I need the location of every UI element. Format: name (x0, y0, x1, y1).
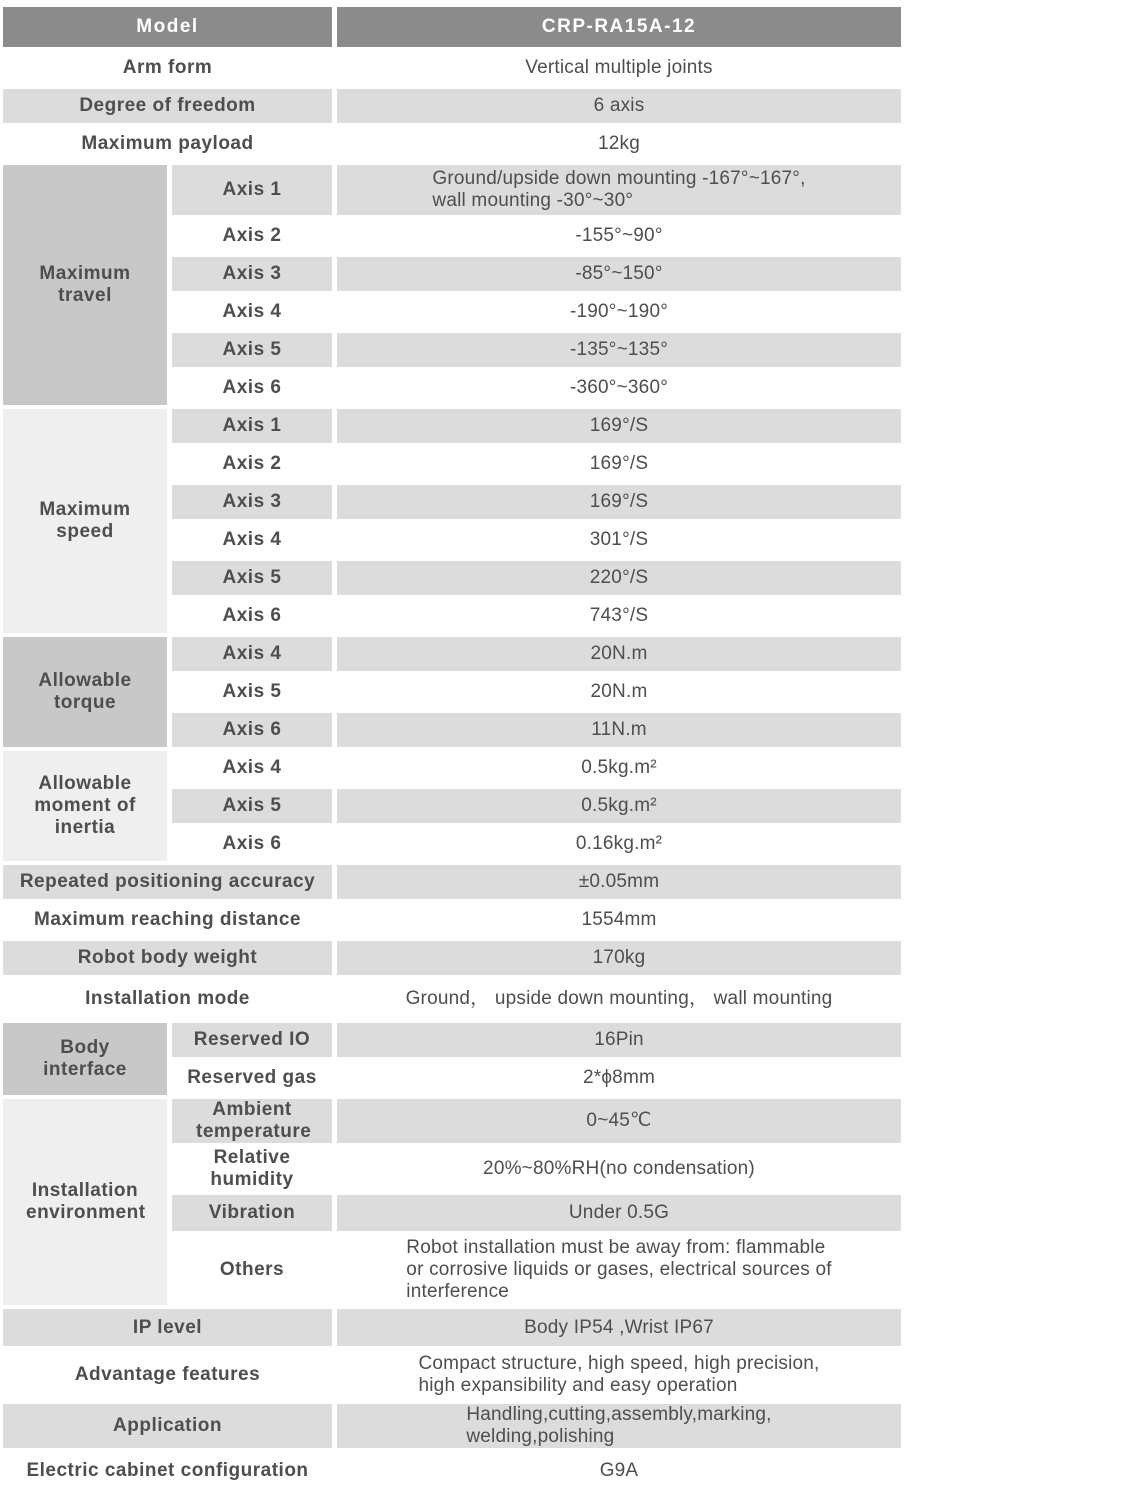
speed-axis3-label: Axis 3 (172, 485, 332, 519)
arm-form-label: Arm form (122, 57, 213, 78)
installation-mode-value: Ground， upside down mounting， wall mounting (405, 988, 833, 1009)
travel-axis1-value-line2: wall mounting -30°~30° (432, 190, 634, 211)
others-value-line3: interference (406, 1281, 510, 1302)
inertia-axis5-label: Axis 5 (172, 789, 332, 823)
others-value-line2: or corrosive liquids or gases, electrical sources of (406, 1259, 832, 1280)
row-inertia-axis4 (3, 751, 901, 785)
allowable-torque-section-label (3, 637, 167, 747)
row-reserved-io (3, 1023, 901, 1057)
cabinet-configuration-value: G9A (599, 1459, 639, 1481)
torque-axis6-label: Axis 6 (172, 713, 332, 747)
speed-axis2-value: 169°/S (589, 453, 649, 474)
vibration-value: Under 0.5G (337, 1195, 901, 1231)
advantage-value-line1: Compact structure, high speed, high precision, (418, 1353, 820, 1374)
speed-axis2-label: Axis 2 (222, 453, 282, 474)
inertia-axis4-label: Axis 4 (222, 757, 282, 778)
others-label: Others (219, 1259, 285, 1280)
others-value (337, 1235, 901, 1305)
travel-axis2-value: -155°~90° (575, 225, 663, 246)
reserved-gas-label: Reserved gas (187, 1067, 317, 1088)
travel-axis3-label: Axis 3 (172, 257, 332, 291)
row-ambient-temperature (3, 1099, 901, 1143)
reserved-gas-value: 2*ϕ8mm (582, 1067, 656, 1088)
application-label: Application (3, 1404, 332, 1448)
vibration-label: Vibration (172, 1195, 332, 1231)
degree-of-freedom-label: Degree of freedom (3, 89, 332, 123)
speed-axis1-value: 169°/S (337, 409, 901, 443)
arm-form-value: Vertical multiple joints (525, 57, 713, 78)
speed-axis3-value: 169°/S (337, 485, 901, 519)
row-travel-axis1 (3, 165, 901, 215)
row-cabinet-configuration (3, 1452, 901, 1489)
cabinet-configuration-label: Electric cabinet configuration (26, 1459, 309, 1481)
maximum-speed-section-label (3, 409, 167, 633)
row-application (3, 1404, 901, 1448)
row-arm-form (3, 51, 901, 85)
travel-axis5-label: Axis 5 (172, 333, 332, 367)
model-value-cell: CRP-RA15A-12 (337, 7, 901, 47)
inertia-axis5-value: 0.5kg.m² (337, 789, 901, 823)
travel-axis4-value: -190°~190° (569, 301, 669, 322)
inertia-axis6-value: 0.16kg.m² (575, 833, 663, 854)
travel-axis3-value: -85°~150° (337, 257, 901, 291)
row-reaching-distance (3, 903, 901, 937)
relative-humidity-label-text: Relative humidity (210, 1147, 294, 1190)
torque-axis5-value: 20N.m (590, 681, 648, 702)
speed-axis4-value: 301°/S (589, 529, 649, 550)
allowable-inertia-section-label (3, 751, 167, 861)
application-value (337, 1404, 901, 1448)
row-installation-mode (3, 979, 901, 1019)
row-torque-axis4 (3, 637, 901, 671)
travel-axis1-value-line1: Ground/upside down mounting -167°~167°, (432, 168, 806, 189)
body-interface-section-label (3, 1023, 167, 1095)
speed-axis5-value: 220°/S (337, 561, 901, 595)
model-header-cell: Model (3, 7, 332, 47)
inertia-axis4-value: 0.5kg.m² (581, 757, 657, 778)
ambient-temperature-label-text: Ambient temperature (196, 1099, 312, 1142)
row-advantage-features (3, 1350, 901, 1400)
degree-of-freedom-value: 6 axis (337, 89, 901, 123)
speed-axis1-label: Axis 1 (172, 409, 332, 443)
advantage-value-line2: high expansibility and easy operation (418, 1375, 738, 1396)
row-ip-level (3, 1309, 901, 1346)
travel-axis1-label: Axis 1 (172, 165, 332, 215)
maximum-payload-value: 12kg (597, 133, 640, 154)
maximum-speed-label-text: Maximum speed (39, 499, 131, 542)
row-speed-axis1 (3, 409, 901, 443)
ambient-temperature-label (172, 1099, 332, 1143)
speed-axis6-label: Axis 6 (222, 605, 282, 626)
row-repeat-accuracy (3, 865, 901, 899)
row-body-weight (3, 941, 901, 975)
body-interface-label-text: Body interface (43, 1037, 127, 1080)
maximum-travel-label-text: Maximum travel (39, 263, 131, 306)
travel-axis2-label: Axis 2 (222, 225, 282, 246)
maximum-payload-label: Maximum payload (81, 133, 254, 154)
travel-axis6-label: Axis 6 (222, 377, 282, 398)
travel-axis5-value: -135°~135° (337, 333, 901, 367)
reaching-distance-label: Maximum reaching distance (34, 909, 301, 930)
speed-axis5-label: Axis 5 (172, 561, 332, 595)
torque-axis4-value: 20N.m (337, 637, 901, 671)
reserved-io-label: Reserved IO (172, 1023, 332, 1057)
environment-label-text: Installation environment (26, 1180, 146, 1223)
torque-axis6-value: 11N.m (337, 713, 901, 747)
reaching-distance-value: 1554mm (581, 909, 657, 930)
relative-humidity-label (172, 1147, 332, 1191)
body-weight-label: Robot body weight (3, 941, 332, 975)
inertia-axis6-label: Axis 6 (222, 833, 282, 854)
travel-axis6-value: -360°~360° (569, 377, 669, 398)
installation-mode-label: Installation mode (85, 988, 250, 1009)
application-value-line2: welding,polishing (466, 1426, 615, 1447)
speed-axis6-value: 743°/S (589, 605, 649, 626)
row-degree-of-freedom (3, 89, 901, 123)
travel-axis1-value (337, 165, 901, 215)
maximum-travel-section-label (3, 165, 167, 405)
environment-section-label (3, 1099, 167, 1305)
travel-axis4-label: Axis 4 (222, 301, 282, 322)
application-value-line1: Handling,cutting,assembly,marking, (466, 1404, 772, 1425)
relative-humidity-value: 20%~80%RH(no condensation) (483, 1158, 755, 1179)
row-maximum-payload (3, 127, 901, 161)
allowable-torque-label-text: Allowable torque (38, 670, 132, 713)
torque-axis4-label: Axis 4 (172, 637, 332, 671)
robot-spec-table (0, 3, 906, 1493)
reserved-io-value: 16Pin (337, 1023, 901, 1057)
advantage-features-label: Advantage features (74, 1364, 261, 1385)
header-row (3, 7, 901, 47)
ip-level-label: IP level (3, 1309, 332, 1346)
torque-axis5-label: Axis 5 (222, 681, 282, 702)
allowable-inertia-label-text: Allowable moment of inertia (34, 773, 136, 838)
repeat-accuracy-label: Repeated positioning accuracy (3, 865, 332, 899)
advantage-features-value (337, 1350, 901, 1400)
body-weight-value: 170kg (337, 941, 901, 975)
others-value-line1: Robot installation must be away from: flammable (406, 1237, 826, 1258)
ip-level-value: Body IP54 ,Wrist IP67 (337, 1309, 901, 1346)
speed-axis4-label: Axis 4 (222, 529, 282, 550)
ambient-temperature-value: 0~45℃ (337, 1099, 901, 1143)
repeat-accuracy-value: ±0.05mm (337, 865, 901, 899)
